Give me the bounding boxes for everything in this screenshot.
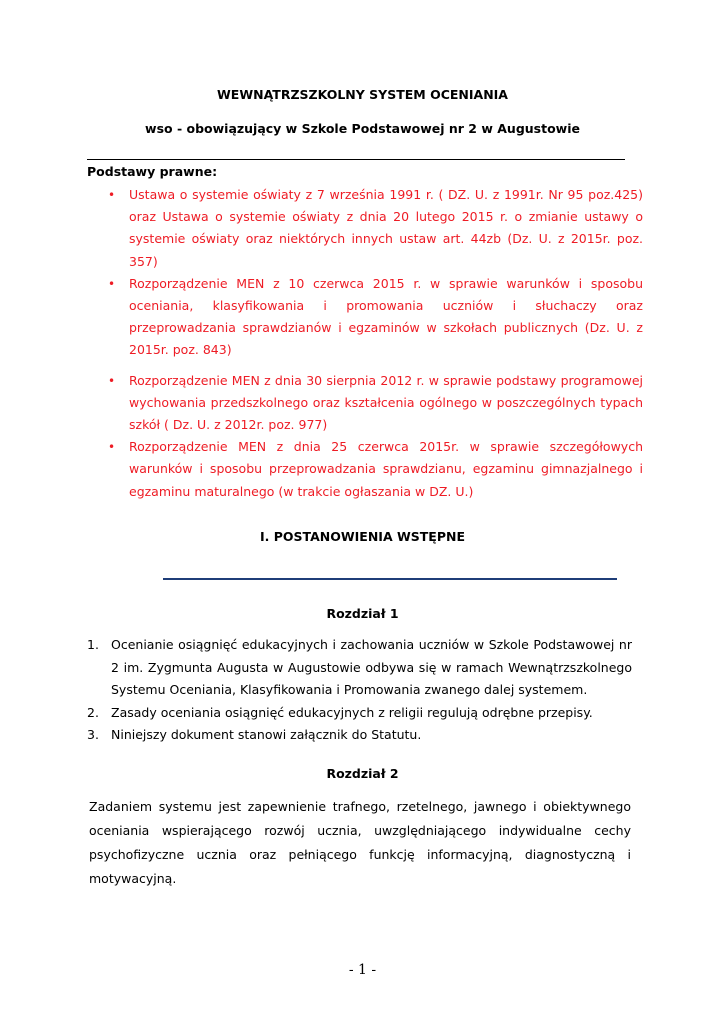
section-divider — [163, 578, 617, 580]
list-item-text: Zasady oceniania osiągnięć edukacyjnych z religii regulują odrębne przepisy. — [111, 704, 593, 720]
chapter-2-heading: Rozdział 2 — [326, 766, 399, 781]
bullet-icon: • — [108, 373, 116, 388]
list-item — [87, 724, 632, 747]
page-number: - 1 - — [348, 962, 377, 978]
list-item-text: Ocenianie osiągnięć edukacyjnych i zachowania uczniów w Szkole Podstawowej nr 2 im. Zygmunta Augusta w Augustowie odbywa się w ramach Wewnątrzszkolnego Systemu Oceniania, Klasyfikowania i Promowania zwanego dalej systemem. — [111, 637, 632, 698]
legal-basis-item — [108, 184, 643, 273]
bullet-icon: • — [108, 188, 116, 202]
list-item — [87, 634, 632, 702]
chapter-1-list — [87, 634, 632, 747]
header-divider — [87, 159, 625, 160]
legal-basis-list — [108, 184, 643, 503]
legal-basis-item-text: Rozporządzenie MEN z dnia 25 czerwca 2015r. w sprawie szczegółowych warunków i sposobu przeprowadzania sprawdzianu, egzaminu gimnazjalnego i egzaminu maturalnego (w trakcie ogłaszania w DZ. U.) — [129, 439, 643, 499]
legal-basis-item-text: Ustawa o systemie oświaty z 7 września 1991 r. ( DZ. U. z 1991r. Nr 95 poz.425) oraz Ustawa o systemie oświaty z dnia 20 lutego 2015 r. o zmianie ustawy o systemie oświaty oraz niektórych innych ustaw art. 44zb (Dz. U. z 2015r. poz. 357) — [129, 187, 643, 269]
document-subtitle: wso - obowiązujący w Szkole Podstawowej nr 2 w Augustowie — [145, 121, 580, 136]
legal-basis-item — [108, 273, 643, 362]
bullet-icon: • — [108, 276, 116, 291]
legal-basis-label: Podstawy prawne: — [87, 164, 218, 179]
chapter-1-heading: Rozdział 1 — [326, 606, 399, 621]
list-item-text: Niniejszy dokument stanowi załącznik do Statutu. — [111, 727, 422, 743]
list-item-number: 2. — [87, 704, 99, 720]
list-item-number: 3. — [87, 727, 99, 743]
legal-basis-item — [108, 370, 643, 437]
bullet-icon: • — [108, 440, 116, 455]
legal-basis-item-text: Rozporządzenie MEN z 10 czerwca 2015 r. w sprawie warunków i sposobu oceniania, klasyfikowania i promowania uczniów i słuchaczy oraz przeprowadzania sprawdzianów i egzaminów w szkołach publicznych (Dz. U. z 2015r. poz. 843) — [129, 275, 643, 358]
list-item-number: 1. — [87, 637, 99, 652]
list-item — [87, 702, 632, 725]
legal-basis-item-text: Rozporządzenie MEN z dnia 30 sierpnia 2012 r. w sprawie podstawy programowej wychowania przedszkolnego oraz kształcenia ogólnego w poszczególnych typach szkół ( Dz. U. z 2012r. poz. 977) — [129, 372, 643, 433]
legal-basis-item — [108, 436, 643, 503]
chapter-2-paragraph: Zadaniem systemu jest zapewnienie trafnego, rzetelnego, jawnego i obiektywnego oceniania wspierającego rozwój ucznia, uwzględniającego indywidualne cechy psychofizyczne ucznia oraz pełniącego funkcję informacyjną, diagnostyczną i motywacyjną. — [89, 799, 631, 886]
document-title: WEWNĄTRZSZKOLNY SYSTEM OCENIANIA — [217, 87, 508, 102]
section-heading: I. POSTANOWIENIA WSTĘPNE — [260, 529, 465, 544]
